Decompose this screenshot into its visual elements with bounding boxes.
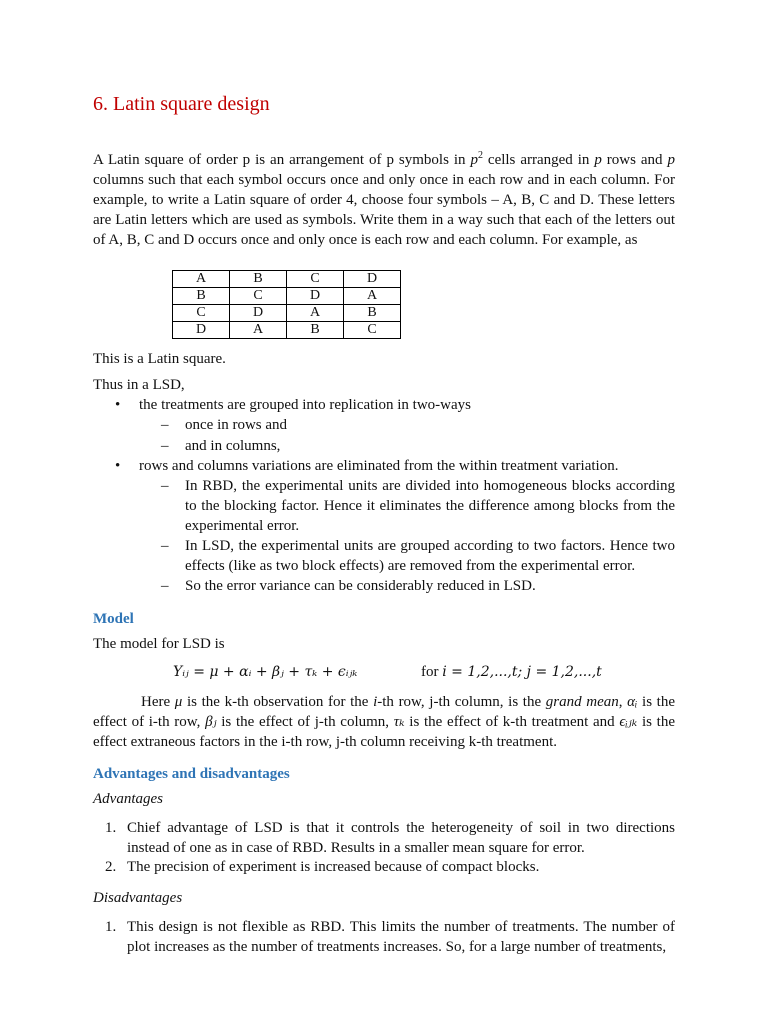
section-title: 6. Latin square design xyxy=(93,93,270,115)
bullet-icon: • xyxy=(115,397,121,413)
advantages-heading: Advantages and disadvantages xyxy=(93,766,290,782)
intro-text-b: cells arranged in xyxy=(482,152,595,168)
table-cell: B xyxy=(344,305,401,322)
item-text: Chief advantage of LSD is that it controls the heterogeneity of soil in two directions instead of one as in case of RBD. Results in a smaller mean square for error. xyxy=(127,820,675,856)
sub-bullet-text: So the error variance can be considerably reduced in LSD. xyxy=(185,578,536,594)
sub-bullet-text: In RBD, the experimental units are divided into homogeneous blocks according to the blocking factor. Hence it eliminates the difference among blocks from the experimental error. xyxy=(185,478,675,534)
index-range: i = 1,2,...,t; j = 1,2,...,t xyxy=(442,664,602,680)
table-row xyxy=(173,271,401,288)
item-text: This design is not flexible as RBD. This limits the number of treatments. The number of plot increases as the number of treatments increases. So, for a large number of treatments, xyxy=(127,919,675,955)
mu-symbol: μ xyxy=(174,694,183,710)
after-table-text: This is a Latin square. xyxy=(93,351,226,367)
sub-bullet-text: once in rows and xyxy=(185,417,288,433)
table-cell: C xyxy=(344,322,401,339)
table-cell: B xyxy=(173,288,230,305)
p-symbol-rows: p xyxy=(594,152,602,168)
table-cell: D xyxy=(173,322,230,339)
explanation-text: , xyxy=(618,694,628,710)
p-symbol-cols: p xyxy=(667,152,676,168)
beta-symbol: βⱼ xyxy=(205,714,217,730)
table-cell: B xyxy=(230,271,287,288)
item-number: 2. xyxy=(105,859,117,875)
alpha-symbol: αᵢ xyxy=(627,694,638,710)
epsilon-symbol: ϵᵢⱼₖ xyxy=(619,714,638,730)
tau-symbol: τₖ xyxy=(393,714,405,730)
intro-paragraph xyxy=(93,150,675,250)
table-cell: A xyxy=(287,305,344,322)
explanation-text: Here xyxy=(141,694,175,710)
formula-condition xyxy=(421,662,602,682)
table-cell: A xyxy=(344,288,401,305)
explanation-text: is the effect extraneous factors in the i-th row, j-th column receiving k-th treatment. xyxy=(93,714,675,750)
grand-mean-term: grand mean xyxy=(545,694,619,710)
dash-icon: – xyxy=(161,478,169,494)
sub-bullet-text: In LSD, the experimental units are grouped according to two factors. Hence two effects (like as two block effects) are removed from the experimental error. xyxy=(185,538,675,574)
table-cell: A xyxy=(173,271,230,288)
i-index: i xyxy=(373,694,378,710)
table-cell: B xyxy=(287,322,344,339)
table-row xyxy=(173,288,401,305)
intro-text-a: A Latin square of order p is an arrangement of p symbols in xyxy=(93,152,471,168)
table-cell: A xyxy=(230,322,287,339)
table-row xyxy=(173,322,401,339)
latin-square-table xyxy=(172,270,401,339)
sub-bullet-text: and in columns, xyxy=(185,438,281,454)
disadvantages-label: Disadvantages xyxy=(93,890,183,906)
item-text: The precision of experiment is increased because of compact blocks. xyxy=(127,859,540,875)
intro-text-rest: columns such that each symbol occurs once and only once in each row and in each column. For example, to write a Latin square of order 4, choose four symbols – A, B, C and D. These letters are Latin letters which are used as symbols. Write them in a way such that each of the letters out of A, B, C and D occurs once and only once is each row and each column. For example, as xyxy=(93,172,675,248)
table-cell: D xyxy=(287,288,344,305)
thus-text: Thus in a LSD, xyxy=(93,377,185,393)
intro-text-c: rows and xyxy=(601,152,668,168)
table-row xyxy=(173,305,401,322)
bullet-icon: • xyxy=(115,458,121,474)
explanation-text: -th row, j-th column, is the xyxy=(377,694,546,710)
p-symbol: p xyxy=(470,152,478,168)
for-word: for xyxy=(421,664,443,680)
bullet-text: the treatments are grouped into replication in two-ways xyxy=(139,397,471,413)
item-number: 1. xyxy=(105,919,117,935)
item-number: 1. xyxy=(105,820,117,836)
explanation-text: is the effect of i-th row, xyxy=(93,694,675,730)
table-cell: C xyxy=(287,271,344,288)
bullet-text: rows and columns variations are eliminated from the within treatment variation. xyxy=(139,458,619,474)
table-cell: D xyxy=(230,305,287,322)
dash-icon: – xyxy=(161,417,169,433)
table-cell: D xyxy=(344,271,401,288)
advantages-label: Advantages xyxy=(93,791,163,807)
dash-icon: – xyxy=(161,538,169,554)
model-formula xyxy=(93,662,675,682)
model-explanation xyxy=(93,692,675,752)
model-heading: Model xyxy=(93,611,134,627)
table-cell: C xyxy=(173,305,230,322)
explanation-text: is the k-th observation for the xyxy=(182,694,374,710)
explanation-text: is the effect of k-th treatment and xyxy=(404,714,620,730)
formula-equation: Yᵢⱼ = μ + αᵢ + βⱼ + τₖ + ϵᵢⱼₖ xyxy=(173,664,358,680)
dash-icon: – xyxy=(161,438,169,454)
p-exponent: 2 xyxy=(477,150,483,161)
table-cell: C xyxy=(230,288,287,305)
model-intro: The model for LSD is xyxy=(93,636,225,652)
explanation-text: is the effect of j-th column, xyxy=(216,714,394,730)
dash-icon: – xyxy=(161,578,169,594)
